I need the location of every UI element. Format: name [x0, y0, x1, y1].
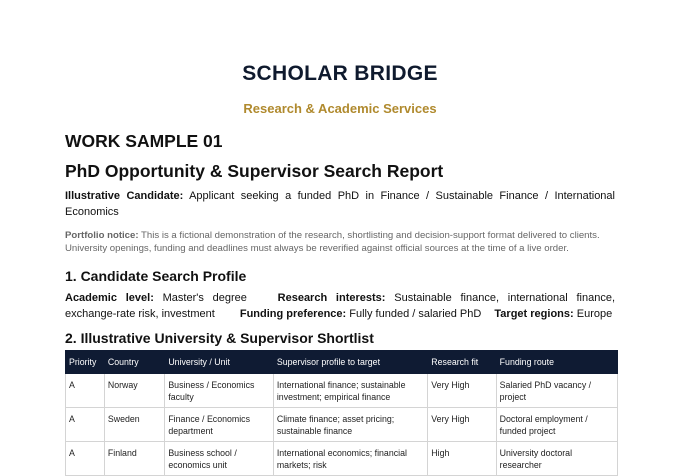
table-cell: Sweden — [104, 408, 164, 442]
section-heading-shortlist: 2. Illustrative University & Supervisor Shortlist — [65, 330, 374, 346]
table-cell: International economics; financial markets; risk — [273, 442, 427, 476]
table-cell: A — [66, 442, 105, 476]
table-cell: A — [66, 374, 105, 408]
table-cell: Very High — [428, 374, 496, 408]
report-title: PhD Opportunity & Supervisor Search Report — [65, 161, 444, 181]
table-header-row — [66, 351, 618, 374]
brand-title: SCHOLAR BRIDGE — [242, 62, 438, 85]
candidate-label: Illustrative Candidate: — [65, 190, 184, 202]
table-row — [66, 374, 618, 408]
academic-value: Master's degree — [162, 292, 247, 304]
section-heading-profile: 1. Candidate Search Profile — [65, 268, 247, 284]
column-header: Funding route — [496, 351, 617, 374]
funding-label: Funding preference: — [239, 308, 347, 320]
regions-value: Europe — [576, 308, 613, 320]
portfolio-notice — [65, 229, 615, 255]
table-cell: Business school / economics unit — [165, 442, 274, 476]
notice-label: Portfolio notice: — [65, 230, 139, 241]
column-header: Priority — [66, 351, 105, 374]
table-cell: Norway — [104, 374, 164, 408]
academic-label: Academic level: — [65, 292, 154, 304]
table-cell: Doctoral employment / funded project — [496, 408, 617, 442]
table-cell: Climate finance; asset pricing; sustainable finance — [273, 408, 427, 442]
table-cell: Finance / Economics department — [165, 408, 274, 442]
table-cell: Salaried PhD vacancy / project — [496, 374, 617, 408]
notice-text: This is a fictional demonstration of the research, shortlisting and decision-support format delivered to clients. University openings, funding and deadlines must always be reverified against official sources at the time of a live order. — [65, 230, 600, 254]
research-value: Sustainable finance, international finance, exchange-rate risk, investment — [65, 292, 615, 320]
table-cell: International finance; sustainable investment; empirical finance — [273, 374, 427, 408]
work-sample-heading: WORK SAMPLE 01 — [65, 131, 223, 151]
regions-label: Target regions: — [494, 308, 574, 320]
table-cell: University doctoral researcher — [496, 442, 617, 476]
brand-tagline: Research & Academic Services — [243, 101, 437, 116]
table-cell: High — [428, 442, 496, 476]
column-header: Research fit — [428, 351, 496, 374]
table-row — [66, 408, 618, 442]
candidate-paragraph — [65, 188, 615, 220]
table-cell: A — [66, 408, 105, 442]
column-header: Supervisor profile to target — [273, 351, 427, 374]
column-header: Country — [104, 351, 164, 374]
table-cell: Very High — [428, 408, 496, 442]
table-cell: Finland — [104, 442, 164, 476]
candidate-text: Applicant seeking a funded PhD in Finance / Sustainable Finance / International Economics — [65, 190, 615, 218]
research-label: Research interests: — [277, 292, 386, 304]
column-header: University / Unit — [165, 351, 274, 374]
profile-paragraph — [65, 290, 615, 322]
funding-value: Fully funded / salaried PhD — [349, 308, 482, 320]
table-cell: Business / Economics faculty — [165, 374, 274, 408]
shortlist-table — [65, 350, 618, 476]
